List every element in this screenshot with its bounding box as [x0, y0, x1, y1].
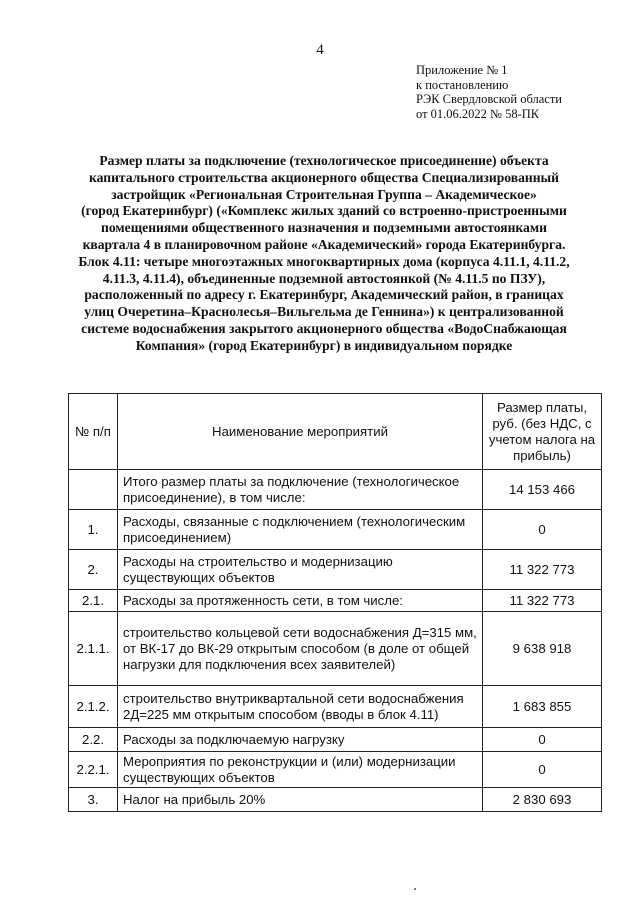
row-name: Итого размер платы за подключение (технологическое присоединение), в том числе:: [118, 470, 483, 510]
table-row: [69, 612, 602, 686]
title-line: помещениями общественного назначения и подземными автостоянками: [101, 220, 547, 236]
header-name: Наименование мероприятий: [118, 394, 483, 470]
title-line: расположенный по адресу г. Екатеринбург, Академический район, в границах: [84, 287, 564, 303]
row-name: Мероприятия по реконструкции и (или) модернизации существующих объектов: [118, 752, 483, 788]
row-name: Расходы за протяженность сети, в том числе:: [118, 590, 483, 612]
table-row: [69, 788, 602, 812]
appendix-block: [416, 63, 562, 121]
appendix-line: Приложение № 1: [416, 63, 508, 77]
row-amount: 11 322 773: [483, 590, 602, 612]
table-header-row: [69, 394, 602, 470]
title-line: (город Екатеринбург) («Комплекс жилых зданий со встроенно-пристроенными: [81, 203, 567, 219]
row-amount: 0: [483, 510, 602, 550]
table-row: [69, 686, 602, 728]
row-name: Расходы за подключаемую нагрузку: [118, 728, 483, 752]
row-name: Налог на прибыль 20%: [118, 788, 483, 812]
row-name: Расходы на строительство и модернизацию существующих объектов: [118, 550, 483, 590]
scan-speck: [414, 888, 416, 890]
row-amount: 2 830 693: [483, 788, 602, 812]
table-row: [69, 590, 602, 612]
row-num: 2.1.2.: [69, 686, 118, 728]
page-number: 4: [316, 42, 324, 58]
row-name: Расходы, связанные с подключением (технологическим присоединением): [118, 510, 483, 550]
row-num: 2.2.: [69, 728, 118, 752]
row-amount: 9 638 918: [483, 612, 602, 686]
document-title: [60, 153, 588, 355]
row-amount: 1 683 855: [483, 686, 602, 728]
header-num: № п/п: [69, 394, 118, 470]
title-line: капитального строительства акционерного общества Специализированный: [89, 169, 559, 185]
appendix-line: к постановлению: [416, 77, 509, 92]
table-row: [69, 470, 602, 510]
row-num: 2.2.1.: [69, 752, 118, 788]
row-amount: 0: [483, 728, 602, 752]
table-row: [69, 550, 602, 590]
title-line: Компания» (город Екатеринбург) в индивидуальном порядке: [135, 337, 513, 353]
fees-table: [68, 393, 602, 812]
title-line: 4.11.3, 4.11.4), объединенные подземной автостоянкой (№ 4.11.5 по ПЗУ),: [102, 270, 546, 286]
row-num: 2.1.: [69, 590, 118, 612]
title-line: застройщик «Региональная Строительная Группа – Академическое»: [111, 186, 537, 202]
title-line: Размер платы за подключение (технологическое присоединение) объекта: [99, 153, 549, 168]
row-num: 3.: [69, 788, 118, 812]
header-amount: Размер платы, руб. (без НДС, с учетом налога на прибыль): [483, 394, 602, 470]
row-amount: 14 153 466: [483, 470, 602, 510]
title-line: квартала 4 в планировочном районе «Академический» города Екатеринбурга.: [82, 236, 566, 252]
title-line: улиц Очеретина–Краснолесья–Вильгельма де Геннина») к централизованной: [84, 304, 564, 320]
row-num: [69, 470, 118, 510]
appendix-line: РЭК Свердловской области: [416, 92, 562, 106]
row-amount: 11 322 773: [483, 550, 602, 590]
row-num: 2.: [69, 550, 118, 590]
table-row: [69, 752, 602, 788]
row-name: строительство внутриквартальной сети водоснабжения 2Д=225 мм открытым способом (вводы в блок 4.11): [118, 686, 483, 728]
row-num: 1.: [69, 510, 118, 550]
title-line: Блок 4.11: четыре многоэтажных многоквартирных дома (корпуса 4.11.1, 4.11.2,: [78, 253, 570, 269]
table-row: [69, 510, 602, 550]
row-num: 2.1.1.: [69, 612, 118, 686]
table-row: [69, 728, 602, 752]
row-name: строительство кольцевой сети водоснабжения Д=315 мм, от ВК-17 до ВК-29 открытым способом (в доле от общей нагрузки для подключения всех заявителей): [118, 612, 483, 686]
appendix-line: от 01.06.2022 № 58-ПК: [416, 106, 540, 121]
title-line: системе водоснабжения закрытого акционерного общества «ВодоСнабжающая: [81, 320, 567, 336]
row-amount: 0: [483, 752, 602, 788]
